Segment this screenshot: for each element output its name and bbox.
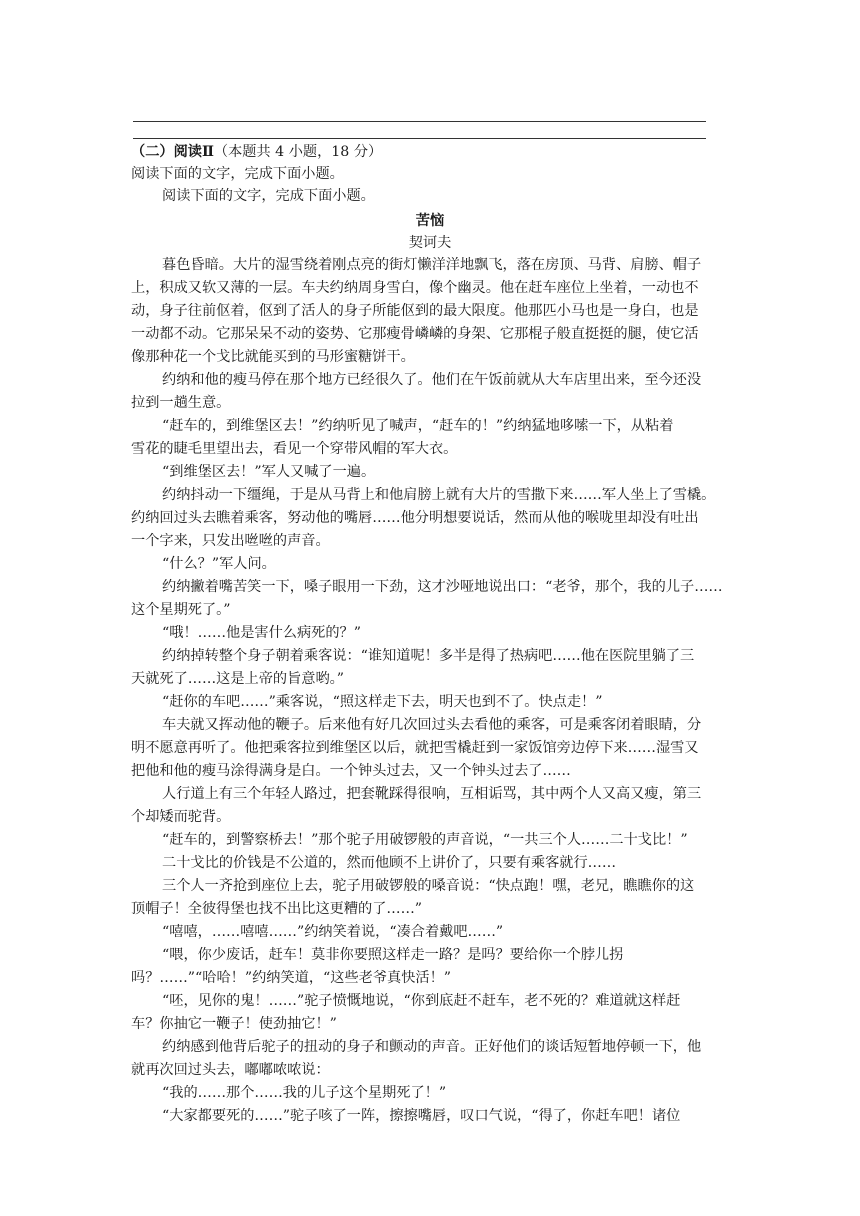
story-line: 天就死了……这是上帝的旨意哟。” <box>131 671 344 687</box>
story-line: 拉到一趟生意。 <box>131 395 231 411</box>
story-line: “哦！……他是害什么病死的？” <box>162 625 361 641</box>
story-line: 顶帽子！全彼得堡也找不出比这更糟的了……” <box>131 901 423 917</box>
story-line: 约纳掉转整个身子朝着乘客说：“谁知道呢！多半是得了热病吧……他在医院里躺了三 <box>162 648 695 664</box>
section-heading <box>131 142 731 163</box>
story-line: 个却矮而驼背。 <box>131 809 231 825</box>
story-line: 吗？……”“哈哈！”约纳笑道，“这些老爷真快活！” <box>131 970 452 986</box>
story-line: 上，积成又软又薄的一层。车夫约纳周身雪白，像个幽灵。他在赶车座位上坐着，一动也不 <box>131 280 699 296</box>
story-line: 明不愿意再听了。他把乘客拉到维堡区以后，就把雪橇赶到一家饭馆旁边停下来……湿雪又 <box>131 740 699 756</box>
story-line: “赶车的，到维堡区去！”约纳听见了喊声，“赶车的！”约纳猛地哆嗦一下，从粘着 <box>162 418 674 434</box>
instruction-2: 阅读下面的文字，完成下面小题。 <box>162 188 375 204</box>
answer-line-1 <box>133 121 706 122</box>
story-line: 约纳抖动一下缰绳，于是从马背上和他肩膀上就有大片的雪撒下来……军人坐上了雪橇。 <box>162 487 716 503</box>
story-line: 一动都不动。它那呆呆不动的姿势、它那瘦骨嶙嶙的身架、它那棍子般直挺挺的腿，使它活 <box>131 326 699 342</box>
story-line: 像那种花一个戈比就能买到的马形蜜糖饼干。 <box>131 349 415 365</box>
story-line: “赶你的车吧……”乘客说，“照这样走下去，明天也到不了。快点走！” <box>162 694 603 710</box>
story-line: 这个星期死了。” <box>131 602 231 618</box>
story-line: 二十戈比的价钱是不公道的，然而他顾不上讲价了，只要有乘客就行…… <box>162 855 617 871</box>
answer-line-2 <box>133 138 706 139</box>
story-author: 契诃夫 <box>408 235 452 251</box>
story-line: 车？你抽它一鞭子！使劲抽它！” <box>131 1016 337 1032</box>
story-line: 一个字来，只发出咝咝的声音。 <box>131 533 330 549</box>
story-line: “喂，你少废话，赶车！莫非你要照这样走一路？是吗？要给你一个脖儿拐 <box>162 947 624 963</box>
story-line: “大家都要死的……”驼子咳了一阵，擦擦嘴唇，叹口气说，“得了，你赶车吧！诸位 <box>162 1108 681 1124</box>
story-line: 车夫就又挥动他的鞭子。后来他有好几次回过头去看他的乘客，可是乘客闭着眼睛，分 <box>162 717 702 733</box>
story-line: 暮色昏暗。大片的湿雪绕着刚点亮的街灯懒洋洋地飘飞，落在房顶、马背、肩膀、帽子 <box>162 257 702 273</box>
instruction-1: 阅读下面的文字，完成下面小题。 <box>131 166 344 182</box>
story-line: “嘻嘻，……嘻嘻……”约纳笑着说，“凑合着戴吧……” <box>162 924 504 940</box>
story-line: “什么？”军人问。 <box>162 556 276 572</box>
story-line: 人行道上有三个年轻人路过，把套靴踩得很响，互相诟骂，其中两个人又高又瘦，第三 <box>162 786 702 802</box>
story-line: “呸，见你的鬼！……”驼子愤慨地说，“你到底赶不赶车，老不死的？难道就这样赶 <box>162 993 681 1009</box>
story-line: 约纳撇着嘴苦笑一下，嗓子眼用一下劲，这才沙哑地说出口：“老爷，那个，我的儿子…… <box>162 579 723 595</box>
story-line: 动，身子往前伛着，伛到了活人的身子所能伛到的最大限度。他那匹小马也是一身白，也是 <box>131 303 699 319</box>
story-line: “赶车的，到警察桥去！”那个驼子用破锣般的声音说，“一共三个人……二十戈比！” <box>162 832 688 848</box>
story-line: “到维堡区去！”军人又喊了一遍。 <box>162 464 376 480</box>
story-line: 三个人一齐抢到座位上去，驼子用破锣般的嗓音说：“快点跑！嘿，老兄，瞧瞧你的这 <box>162 878 695 894</box>
story-title: 苦恼 <box>415 213 445 229</box>
story-line: “我的……那个……我的儿子这个星期死了！” <box>162 1085 447 1101</box>
story-line: 把他和他的瘦马涂得满身是白。一个钟头过去，又一个钟头过去了…… <box>131 763 571 779</box>
section-heading-title: （二）阅读Ⅱ <box>131 144 214 160</box>
story-line: 就再次回过头去，嘟嘟哝哝说： <box>131 1062 330 1078</box>
section-heading-note: （本题共 4 小题，18 分） <box>213 144 383 160</box>
story-line: 雪花的睫毛里望出去，看见一个穿带风帽的军大衣。 <box>131 441 458 457</box>
story-line: 约纳回过头去瞧着乘客，努动他的嘴唇……他分明想要说话，然而从他的喉咙里却没有吐出 <box>131 510 699 526</box>
story-line: 约纳感到他背后驼子的扭动的身子和颤动的声音。正好他们的谈话短暂地停顿一下，他 <box>162 1039 702 1055</box>
story-line: 约纳和他的瘦马停在那个地方已经很久了。他们在午饭前就从大车店里出来，至今还没 <box>162 372 702 388</box>
